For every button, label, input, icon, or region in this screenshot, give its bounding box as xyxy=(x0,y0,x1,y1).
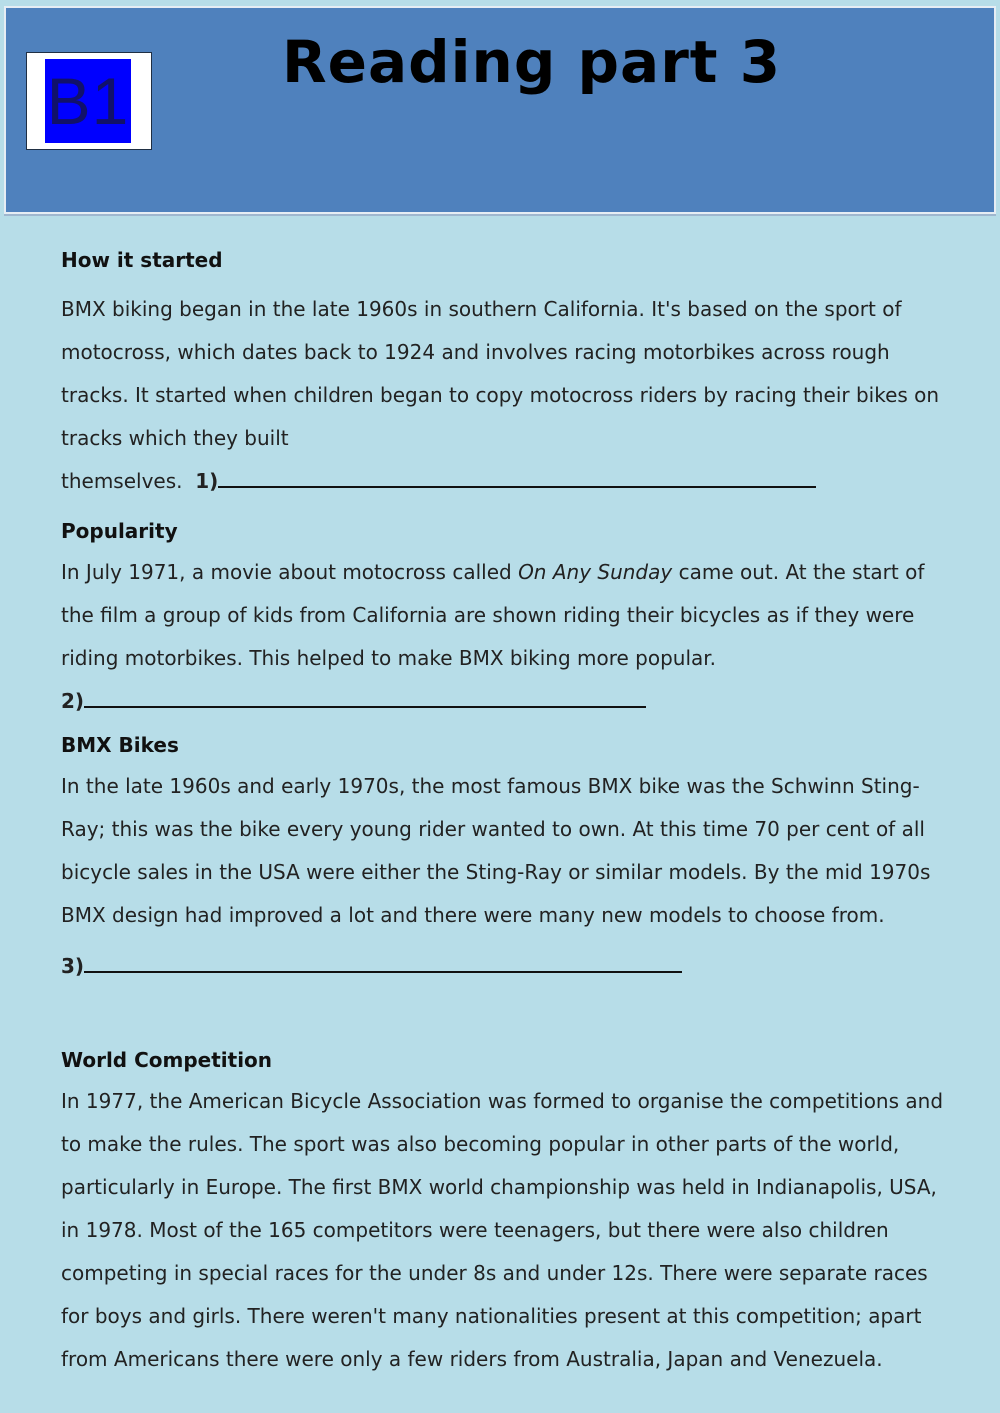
gap-2-line[interactable] xyxy=(84,686,646,708)
header-banner xyxy=(4,6,996,214)
gap-3-row xyxy=(61,945,951,988)
movie-title: On Any Sunday xyxy=(518,560,673,584)
level-badge xyxy=(26,52,152,150)
section-heading-bmx-bikes: BMX Bikes xyxy=(61,733,179,757)
gap-1[interactable]: 1) xyxy=(195,469,816,493)
gap-3[interactable]: 3) xyxy=(61,954,682,978)
section-heading-popularity: Popularity xyxy=(61,519,178,543)
section-paragraph-bmx-bikes: In the late 1960s and early 1970s, the most famous BMX bike was the Schwinn Sting-Ray; this was the bike every young rider wanted to own. At this time 70 per cent of all bicycle sales in the USA were either the Sting-Ray or similar models. By the mid 1970s BMX design had improved a lot and there were many new models to choose from. xyxy=(61,774,931,927)
section-paragraph-how-it-started: BMX biking began in the late 1960s in southern California. It's based on the sport of motocross, which dates back to 1924 and involves racing motorbikes across rough tracks. It started when children began to copy motocross riders by racing their bikes on tracks which they built themselves. 1) xyxy=(61,297,940,493)
section-paragraph-world-competition: In 1977, the American Bicycle Association was formed to organise the competitions and to make the rules. The sport was also becoming popular in other parts of the world, particularly in Europe. The first BMX world championship was held in Indianapolis, USA, in 1978. Most of the 165 competitors were teenagers, but there were also children competing in special races for the under 8s and under 12s. There were separate races for boys and girls. There weren't many nationalities present at this competition; apart from Americans there were only a few riders from Australia, Japan and Venezuela. xyxy=(61,1089,944,1371)
reading-text xyxy=(61,248,951,1381)
page-title: Reading part 3 xyxy=(282,28,782,96)
level-label: B1 xyxy=(45,59,131,143)
gap-3-line[interactable] xyxy=(84,951,682,973)
gap-1-line[interactable] xyxy=(218,466,816,488)
section-heading-world-competition: World Competition xyxy=(61,1048,273,1072)
gap-2[interactable]: 2) xyxy=(61,689,646,713)
gap-2-row xyxy=(61,680,951,723)
section-heading-how-it-started: How it started xyxy=(61,248,223,272)
section-paragraph-popularity: In July 1971, a movie about motocross called On Any Sunday came out. At the start of the film a group of kids from California are shown riding their bicycles as if they were riding motorbikes. This helped to make BMX biking more popular. xyxy=(61,560,925,670)
